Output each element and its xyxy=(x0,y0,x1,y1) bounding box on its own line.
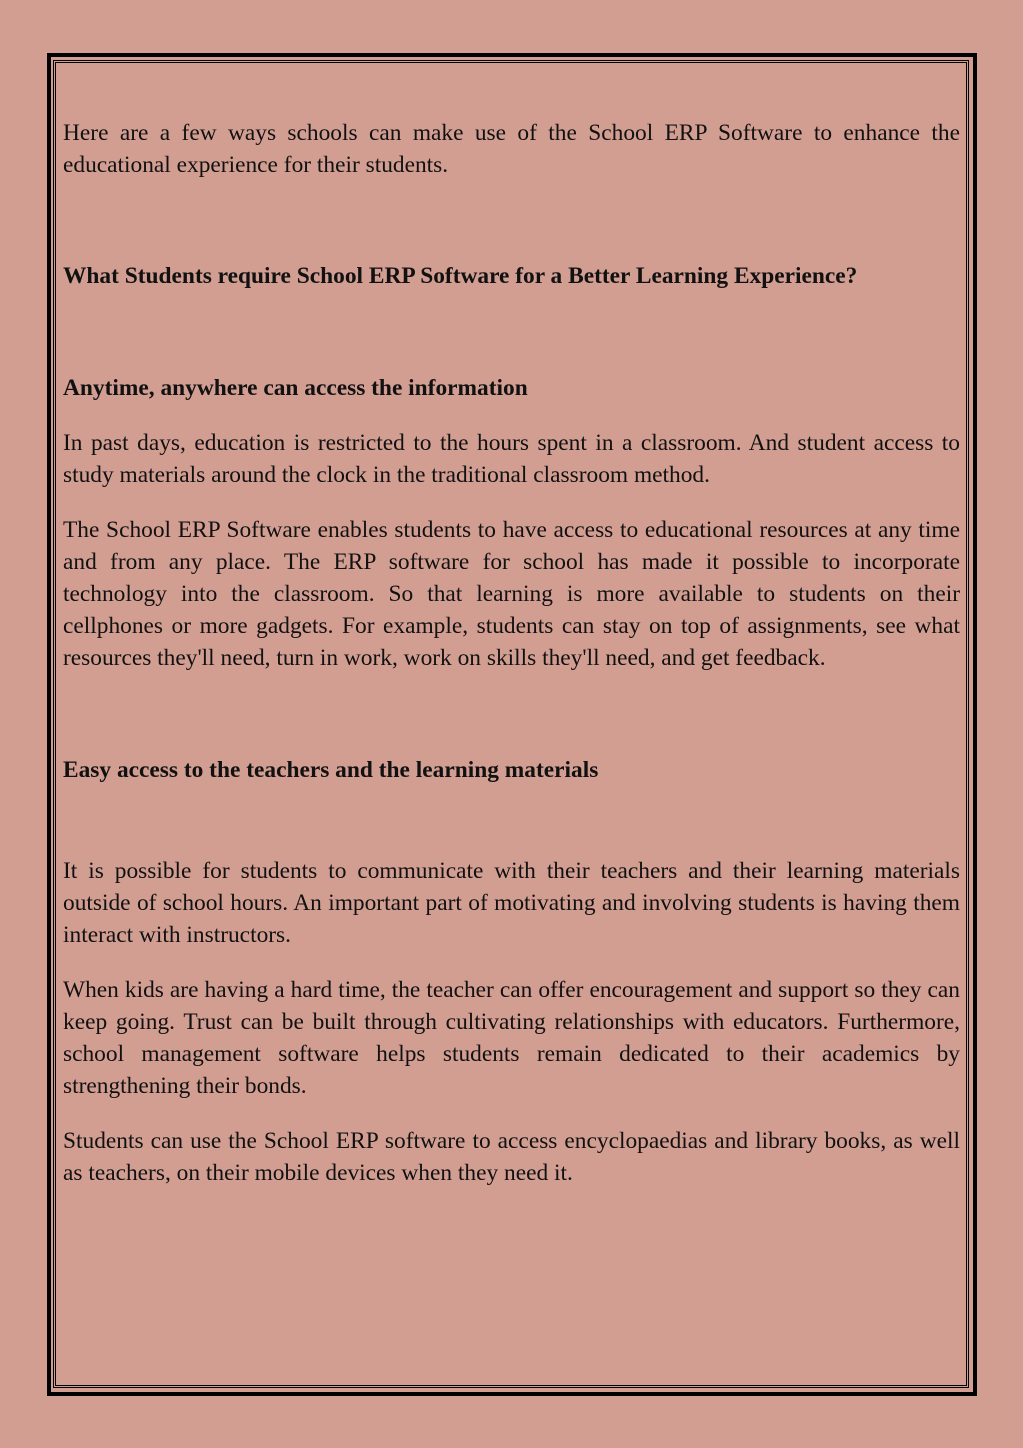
section2-heading: Easy access to the teachers and the learning materials xyxy=(63,757,599,783)
document-content xyxy=(63,115,960,1189)
intro-paragraph: Here are a few ways schools can make use of the School ERP Software to enhance the educational experience for their students. xyxy=(63,120,960,178)
section1-heading: Anytime, anywhere can access the information xyxy=(63,375,528,401)
section2-paragraph-3: Students can use the School ERP software to access encyclopaedias and library books, as well as teachers, on their mobile devices when they need it. xyxy=(63,1128,960,1186)
section1-paragraph-2: The School ERP Software enables students to have access to educational resources at any time and from any place. The ERP software for school has made it possible to incorporate technology into the classroom. So that learning is more available to students on their cellphones or more gadgets. For example, students can stay on top of assignments, see what resources they'll need, turn in work, work on skills they'll need, and get feedback. xyxy=(63,517,960,671)
section2-paragraph-1: It is possible for students to communicate with their teachers and their learning materials outside of school hours. An important part of motivating and involving students is having them interact with instructors. xyxy=(63,858,960,948)
main-heading: What Students require School ERP Software for a Better Learning Experience? xyxy=(63,263,858,289)
section1-paragraph-1: In past days, education is restricted to the hours spent in a classroom. And student access to study materials around the clock in the traditional classroom method. xyxy=(63,430,960,488)
section2-paragraph-2: When kids are having a hard time, the teacher can offer encouragement and support so they can keep going. Trust can be built through cultivating relationships with educators. Furthermore, school management software helps students remain dedicated to their academics by strengthening their bonds. xyxy=(63,977,960,1099)
